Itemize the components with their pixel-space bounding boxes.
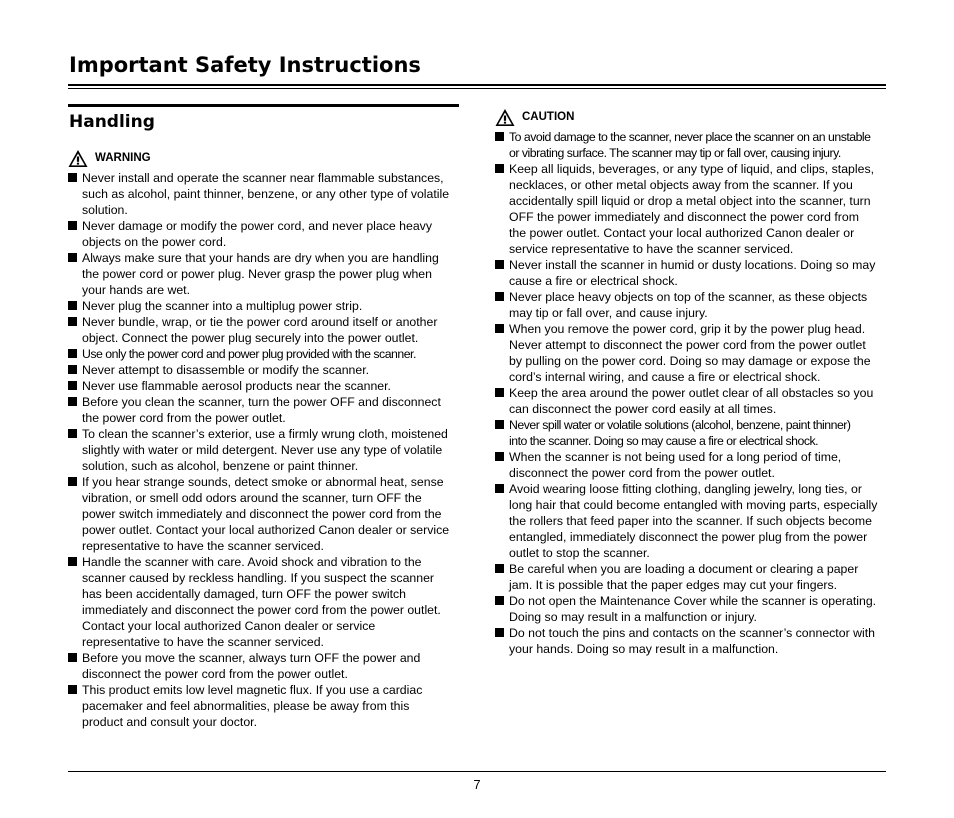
list-item — [68, 298, 461, 314]
list-item-text: If you hear strange sounds, detect smoke or abnormal heat, sense vibration, or smell odd odors around the scanner, turn OFF the power switch immediately and disconnect the power cord from the power outlet. Contact your local authorized Canon dealer or service representative to have the scanner serviced. — [82, 475, 450, 553]
list-item-text: Never spill water or volatile solutions (alcohol, benzene, paint thinner) into the scanner. Doing so may cause a fire or electrical shock. — [509, 418, 851, 448]
list-item — [68, 682, 461, 730]
list-item — [495, 481, 887, 561]
square-bullet-icon — [495, 388, 504, 397]
square-bullet-icon — [495, 452, 504, 461]
caution-column — [495, 106, 887, 657]
list-item-text: Never bundle, wrap, or tie the power cord around itself or another object. Connect the power plug securely into the power outlet. — [82, 315, 438, 345]
list-item — [68, 218, 461, 250]
list-item — [495, 289, 887, 321]
list-item-text: Never attempt to disassemble or modify the scanner. — [82, 363, 370, 377]
list-item-text: Use only the power cord and power plug provided with the scanner. — [82, 347, 416, 361]
list-item-text: Do not open the Maintenance Cover while the scanner is operating. Doing so may result in a malfunction or injury. — [509, 594, 877, 624]
square-bullet-icon — [495, 260, 504, 269]
list-item — [495, 385, 887, 417]
list-item-text: Never place heavy objects on top of the scanner, as these objects may tip or fall over, and cause injury. — [509, 290, 868, 320]
square-bullet-icon — [68, 477, 77, 486]
square-bullet-icon — [495, 484, 504, 493]
list-item-text: Never install and operate the scanner near flammable substances, such as alcohol, paint thinner, benzene, or any other type of volatile solution. — [82, 171, 450, 217]
square-bullet-icon — [68, 365, 77, 374]
warning-list — [68, 170, 461, 730]
square-bullet-icon — [68, 317, 77, 326]
square-bullet-icon — [495, 292, 504, 301]
list-item — [68, 378, 461, 394]
square-bullet-icon — [68, 221, 77, 230]
list-item-text: When you remove the power cord, grip it by the power plug head. Never attempt to disconnect the power cord from the power outlet by pulling on the power cord. Doing so may damage or expose the cord’s internal wiring, and cause a fire or electrical shock. — [509, 322, 871, 384]
list-item-text: Never plug the scanner into a multiplug power strip. — [82, 299, 363, 313]
section-rule — [68, 104, 459, 107]
title-rule-thin — [68, 88, 886, 89]
square-bullet-icon — [68, 173, 77, 182]
list-item-text: Never install the scanner in humid or dusty locations. Doing so may cause a fire or electrical shock. — [509, 258, 876, 288]
list-item-text: Handle the scanner with care. Avoid shock and vibration to the scanner caused by reckless handling. If you suspect the scanner has been accidentally damaged, turn OFF the power switch immediately and disconnect the power cord from the power outlet. Contact your local authorized Canon dealer or service representative to have the scanner serviced. — [82, 555, 441, 649]
caution-list — [495, 129, 887, 657]
list-item — [495, 257, 887, 289]
warning-triangle-icon — [68, 149, 88, 168]
list-item — [495, 449, 887, 481]
square-bullet-icon — [68, 349, 77, 358]
square-bullet-icon — [495, 164, 504, 173]
list-item — [68, 250, 461, 298]
caution-label: CAUTION — [522, 111, 575, 123]
list-item — [68, 346, 461, 362]
square-bullet-icon — [68, 685, 77, 694]
page-number: 7 — [473, 777, 481, 792]
square-bullet-icon — [495, 324, 504, 333]
list-item-text: This product emits low level magnetic flux. If you use a cardiac pacemaker and feel abnormalities, please be away from this product and consult your doctor. — [82, 683, 423, 729]
list-item — [495, 625, 887, 657]
list-item — [68, 650, 461, 682]
list-item-text: Before you clean the scanner, turn the power OFF and disconnect the power cord from the power outlet. — [82, 395, 441, 425]
list-item — [68, 426, 461, 474]
square-bullet-icon — [68, 253, 77, 262]
list-item — [68, 474, 461, 554]
list-item — [495, 321, 887, 385]
list-item-text: To avoid damage to the scanner, never place the scanner on an unstable or vibrating surface. The scanner may tip or fall over, causing injury. — [509, 130, 871, 160]
list-item-text: Never use flammable aerosol products near the scanner. — [82, 379, 391, 393]
square-bullet-icon — [68, 653, 77, 662]
list-item — [495, 593, 887, 625]
list-item-text: When the scanner is not being used for a long period of time, disconnect the power cord from the power outlet. — [509, 450, 842, 480]
list-item — [495, 129, 887, 161]
square-bullet-icon — [68, 429, 77, 438]
list-item-text: Avoid wearing loose fitting clothing, dangling jewelry, long ties, or long hair that could become entangled with moving parts, especially the rollers that feed paper into the scanner. If such objects become entangled, immediately disconnect the power plug from the power outlet to stop the scanner. — [509, 482, 878, 560]
warning-label: WARNING — [95, 152, 151, 164]
square-bullet-icon — [68, 301, 77, 310]
square-bullet-icon — [495, 420, 504, 429]
list-item-text: Do not touch the pins and contacts on the scanner’s connector with your hands. Doing so may result in a malfunction. — [509, 626, 875, 656]
page-title: Important Safety Instructions — [69, 53, 421, 77]
title-rule — [68, 84, 886, 86]
list-item-text: Always make sure that your hands are dry when you are handling the power cord or power plug. Never grasp the power plug when your hands are wet. — [82, 251, 439, 297]
square-bullet-icon — [495, 628, 504, 637]
footer-rule — [68, 771, 886, 772]
warning-column — [68, 147, 461, 730]
list-item-text: Never damage or modify the power cord, and never place heavy objects on the power cord. — [82, 219, 432, 249]
list-item — [495, 161, 887, 257]
square-bullet-icon — [495, 564, 504, 573]
list-item — [68, 554, 461, 650]
warning-triangle-icon — [495, 108, 515, 127]
list-item — [68, 170, 461, 218]
list-item — [68, 314, 461, 346]
list-item-text: Before you move the scanner, always turn OFF the power and disconnect the power cord from the power outlet. — [82, 651, 421, 681]
list-item-text: Keep all liquids, beverages, or any type of liquid, and clips, staples, necklaces, or other metal objects away from the scanner. If you accidentally spill liquid or drop a metal object into the scanner, turn OFF the power immediately and disconnect the power cord from the power outlet. Contact your local authorized Canon dealer or service representative to have the scanner serviced. — [509, 162, 875, 256]
list-item-text: To clean the scanner’s exterior, use a firmly wrung cloth, moistened slightly with water or mild detergent. Never use any type of volatile solution, such as alcohol, benzene or paint thinner. — [82, 427, 448, 473]
list-item — [68, 394, 461, 426]
warning-header — [68, 147, 461, 169]
square-bullet-icon — [495, 596, 504, 605]
square-bullet-icon — [495, 132, 504, 141]
square-bullet-icon — [68, 557, 77, 566]
list-item-text: Be careful when you are loading a document or clearing a paper jam. It is possible that the paper edges may cut your fingers. — [509, 562, 859, 592]
section-title: Handling — [69, 112, 155, 132]
list-item — [495, 561, 887, 593]
square-bullet-icon — [68, 397, 77, 406]
list-item — [68, 362, 461, 378]
square-bullet-icon — [68, 381, 77, 390]
list-item — [495, 417, 887, 449]
list-item-text: Keep the area around the power outlet clear of all obstacles so you can disconnect the power cord easily at all times. — [509, 386, 874, 416]
caution-header — [495, 106, 887, 128]
